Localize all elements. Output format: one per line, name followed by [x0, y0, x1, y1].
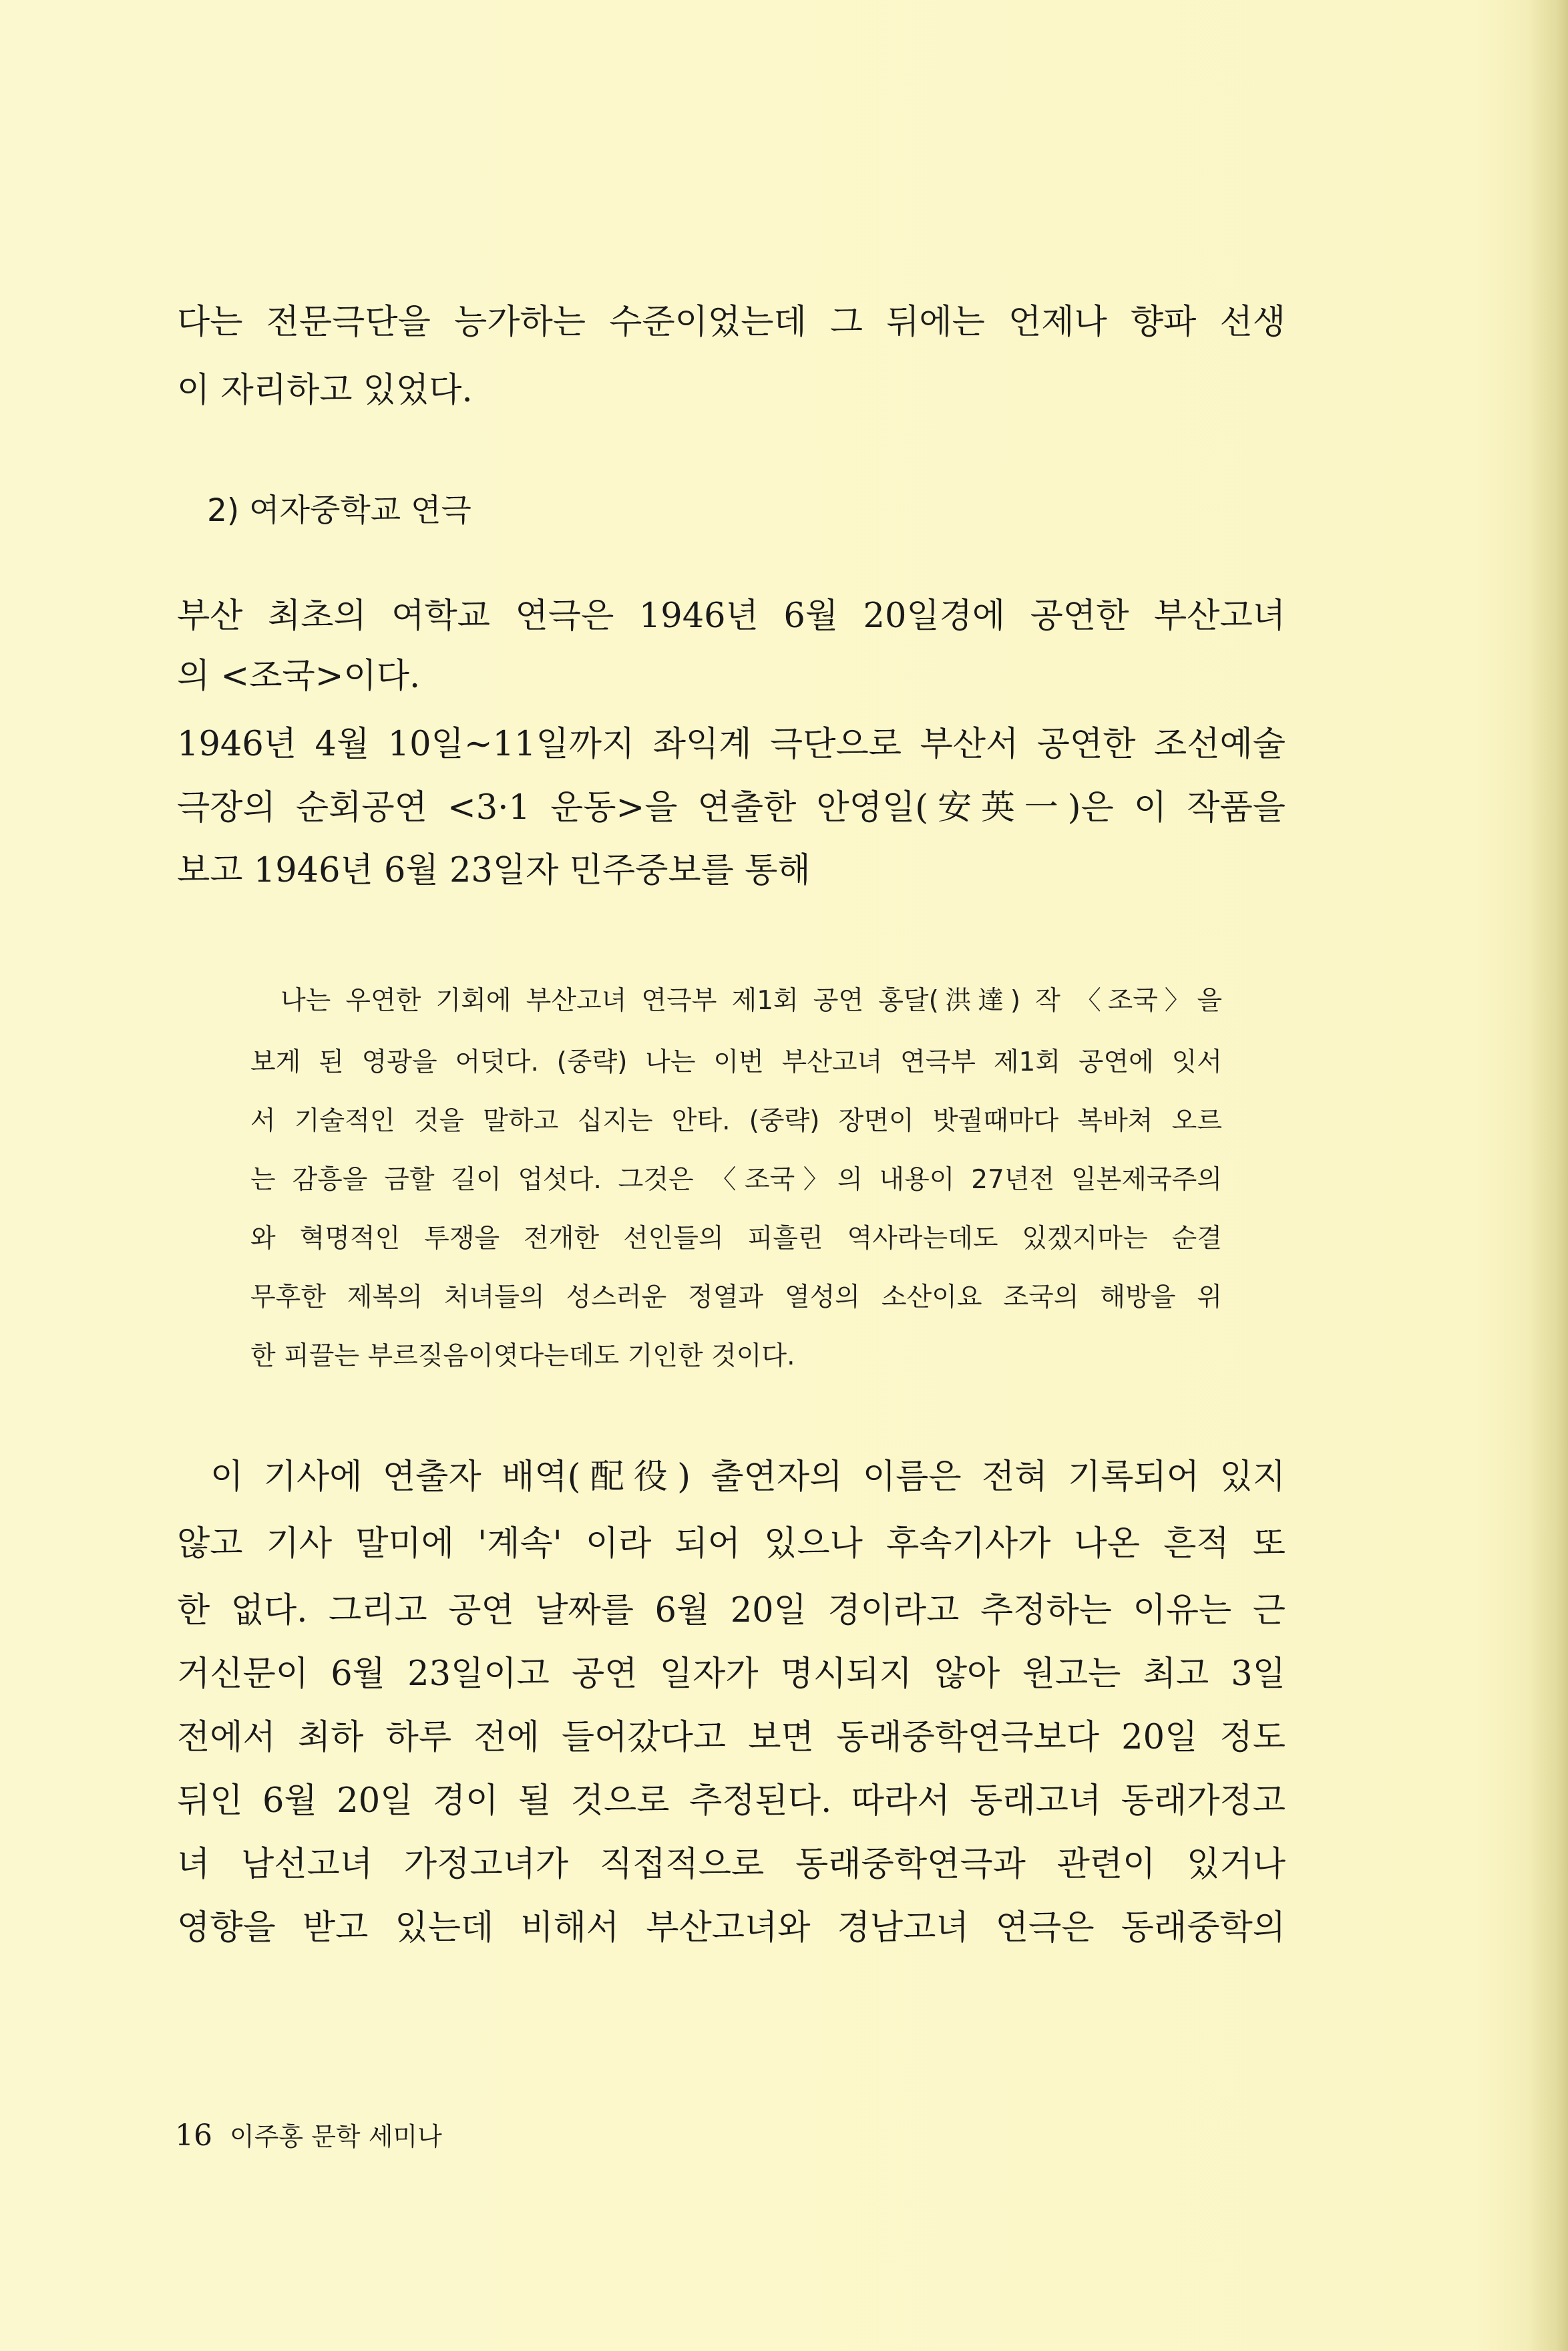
quote-line-7: 한 피끌는 부르짖음이엿다는데도 기인한 것이다. — [250, 1341, 795, 1371]
closing-line-8: 영향을 받고 있는데 비해서 부산고녀와 경남고녀 연극은 동래중학의 — [177, 1908, 1286, 1948]
quote-line-3: 서 기술적인 것을 말하고 십지는 안타. (중략) 장면이 밧궐때마다 복바쳐 오르 — [250, 1106, 1222, 1136]
opening-line-5: 보고 1946년 6월 23일자 민주중보를 통해 — [177, 851, 811, 890]
intro-line-1: 다는 전문극단을 능가하는 수준이었는데 그 뒤에는 언제나 향파 선생 — [177, 303, 1286, 342]
page-footer — [175, 2116, 442, 2157]
opening-line-4: 극장의 순회공연 <3·1 운동>을 연출한 안영일(安英一)은 이 작품을 — [177, 788, 1286, 828]
quote-line-6: 무후한 제복의 처녀들의 성스러운 정열과 열성의 소산이요 조국의 해방을 위 — [250, 1282, 1222, 1312]
book-title: 이주홍 문학 세미나 — [230, 2122, 442, 2151]
quote-line-4: 는 감흥을 금할 길이 업섯다. 그것은 〈조국〉의 내용이 27년전 일본제국주의 — [250, 1165, 1222, 1195]
opening-line-1: 부산 최초의 여학교 연극은 1946년 6월 20일경에 공연한 부산고녀 — [177, 596, 1286, 636]
closing-line-7: 녀 남선고녀 가정고녀가 직접적으로 동래중학연극과 관련이 있거나 — [177, 1845, 1286, 1884]
section-heading: 2) 여자중학교 연극 — [207, 492, 471, 529]
opening-line-2: 의 <조국>이다. — [177, 657, 421, 696]
quote-line-5: 와 혁명적인 투쟁을 전개한 선인들의 피흘린 역사라는데도 있겠지마는 순결 — [250, 1224, 1222, 1254]
closing-line-3: 한 없다. 그리고 공연 날짜를 6월 20일 경이라고 추정하는 이유는 근 — [177, 1591, 1286, 1630]
quote-line-2: 보게 된 영광을 어덧다. (중략) 나는 이번 부산고녀 연극부 제1회 공연에 잇서 — [250, 1047, 1222, 1077]
intro-line-2: 이 자리하고 있었다. — [177, 371, 473, 410]
page-edge-shadow — [1528, 0, 1568, 2351]
opening-line-3: 1946년 4월 10일~11일까지 좌익계 극단으로 부산서 공연한 조선예술 — [177, 725, 1286, 764]
closing-line-6: 뒤인 6월 20일 경이 될 것으로 추정된다. 따라서 동래고녀 동래가정고 — [177, 1781, 1286, 1821]
closing-line-2: 않고 기사 말미에 '계속' 이라 되어 있으나 후속기사가 나온 흔적 또 — [177, 1524, 1286, 1564]
closing-line-1: 이 기사에 연출자 배역(配役) 출연자의 이름은 전혀 기록되어 있지 — [210, 1457, 1286, 1497]
quote-line-1: 나는 우연한 기회에 부산고녀 연극부 제1회 공연 홍달(洪達) 작 〈조국〉을 — [280, 986, 1222, 1016]
closing-line-5: 전에서 최하 하루 전에 들어갔다고 보면 동래중학연극보다 20일 정도 — [177, 1718, 1286, 1757]
page-number: 16 — [175, 2119, 212, 2153]
closing-line-4: 거신문이 6월 23일이고 공연 일자가 명시되지 않아 원고는 최고 3일 — [177, 1654, 1286, 1694]
